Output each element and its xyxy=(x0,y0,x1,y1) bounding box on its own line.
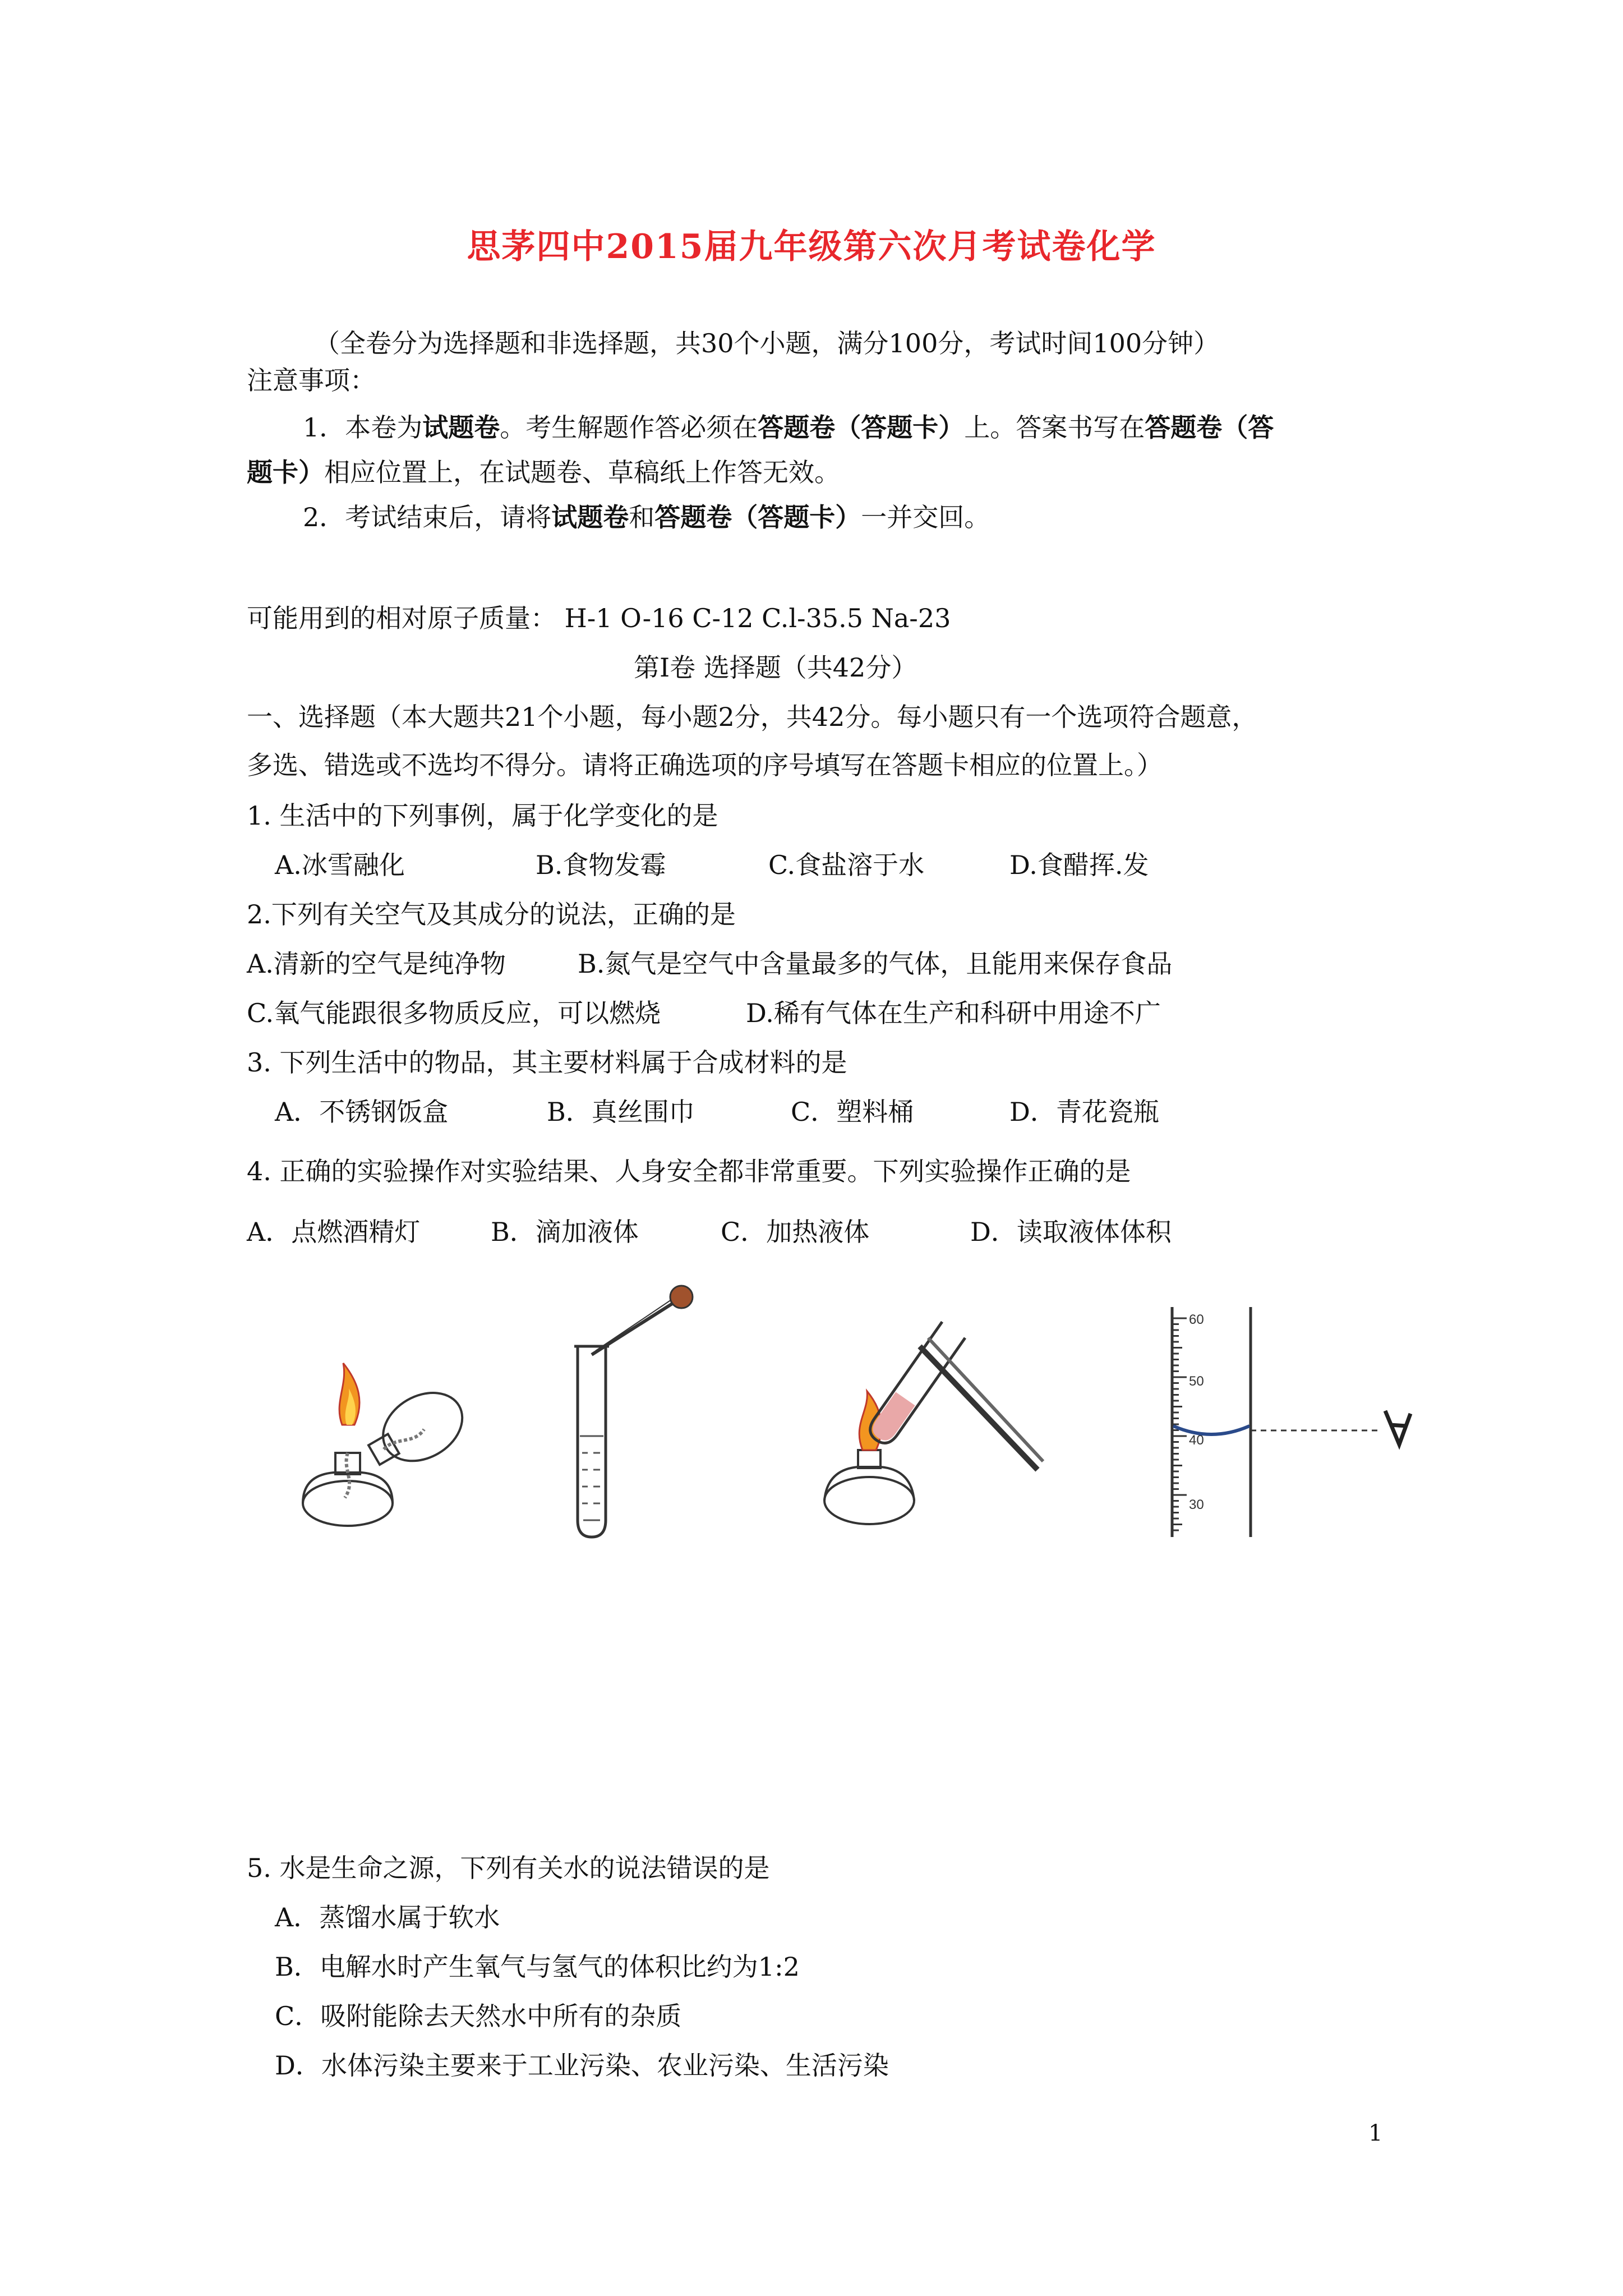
tick-label-40: 40 xyxy=(1189,1433,1204,1448)
note-bold: 题卡） xyxy=(247,457,324,487)
q5-option-d: D．水体污染主要来于工业污染、农业污染、生活污染 xyxy=(275,2050,889,2081)
q2-option-d: D.稀有气体在生产和科研中用途不广 xyxy=(746,998,1161,1028)
q4-option-b: B．滴加液体 xyxy=(491,1217,639,1247)
note-text: 2．考试结束后，请将 xyxy=(303,502,552,532)
note-text: 相应位置上，在试题卷、草稿纸上作答无效。 xyxy=(324,457,840,487)
graduated-cylinder-figure xyxy=(1150,1296,1419,1548)
notes-heading: 注意事项： xyxy=(247,365,376,395)
page-number: 1 xyxy=(1368,2120,1383,2146)
note-1-line-2 xyxy=(247,455,840,489)
q5-option-a: A．蒸馏水属于软水 xyxy=(275,1902,500,1932)
note-text: 1．本卷为 xyxy=(303,412,423,443)
q3-option-c: C．塑料桶 xyxy=(791,1097,914,1127)
q1-option-c: C.食盐溶于水 xyxy=(768,850,925,880)
q4-option-c: C．加热液体 xyxy=(721,1217,870,1247)
note-text: 和 xyxy=(629,502,655,532)
heating-liquid-figure xyxy=(813,1307,1049,1537)
note-bold: 答题卷（答题卡） xyxy=(654,502,861,532)
note-1-line-1 xyxy=(303,411,1274,444)
section-intro-2: 多选、错选或不选均不得分。请将正确选项的序号填写在答题卡相应的位置上。） xyxy=(247,750,1163,780)
note-2 xyxy=(303,500,990,534)
note-bold: 答题卷（答题卡） xyxy=(758,412,965,443)
q3-option-a: A．不锈钢饭盒 xyxy=(275,1097,449,1127)
tick-label-30: 30 xyxy=(1189,1497,1204,1512)
q4-option-d: D．读取液体体积 xyxy=(970,1217,1172,1247)
note-bold: 答题卷（答 xyxy=(1145,412,1274,443)
intro-line: （全卷分为选择题和非选择题，共30个小题，满分100分，考试时间100分钟） xyxy=(314,328,1220,358)
note-bold: 试题卷 xyxy=(551,502,629,532)
q4-option-a: A．点燃酒精灯 xyxy=(247,1217,421,1247)
q5-option-c: C．吸附能除去天然水中所有的杂质 xyxy=(275,2001,682,2031)
section-title: 第Ⅰ卷 选择题（共42分） xyxy=(634,652,917,683)
dropper-test-tube-figure xyxy=(561,1285,729,1543)
q1-option-a: A.冰雪融化 xyxy=(275,850,405,880)
question-3-stem: 3. 下列生活中的物品，其主要材料属于合成材料的是 xyxy=(247,1047,847,1078)
question-5-stem: 5. 水是生命之源，下列有关水的说法错误的是 xyxy=(247,1853,770,1883)
tick-label-50: 50 xyxy=(1189,1374,1204,1389)
note-text: 上。答案书写在 xyxy=(964,412,1145,443)
q2-option-c: C.氧气能跟很多物质反应，可以燃烧 xyxy=(247,998,661,1028)
q2-option-a: A.清新的空气是纯净物 xyxy=(247,949,506,979)
q2-option-b: B.氮气是空气中含量最多的气体，且能用来保存食品 xyxy=(578,949,1173,979)
q3-option-b: B．真丝围巾 xyxy=(547,1097,695,1127)
note-text: 一并交回。 xyxy=(861,502,990,532)
alcohol-lamp-lighting-figure xyxy=(280,1335,482,1537)
q1-option-b: B.食物发霉 xyxy=(536,850,666,880)
section-intro-1: 一、选择题（本大题共21个小题，每小题2分，共42分。每小题只有一个选项符合题意， xyxy=(247,702,1258,732)
question-2-stem: 2.下列有关空气及其成分的说法，正确的是 xyxy=(247,899,736,930)
tick-label-60: 60 xyxy=(1189,1312,1204,1327)
note-text: 。考生解题作答必须在 xyxy=(500,412,758,443)
q3-option-d: D．青花瓷瓶 xyxy=(1009,1097,1159,1127)
q5-option-b: B．电解水时产生氧气与氢气的体积比约为1:2 xyxy=(275,1952,800,1982)
page-title: 思茅四中2015届九年级第六次月考试卷化学 xyxy=(467,227,1156,266)
question-1-stem: 1. 生活中的下列事例，属于化学变化的是 xyxy=(247,800,718,831)
question-4-stem: 4. 正确的实验操作对实验结果、人身安全都非常重要。下列实验操作正确的是 xyxy=(247,1156,1131,1186)
note-bold: 试题卷 xyxy=(422,412,500,443)
atomic-masses: 可能用到的相对原子质量： H-1 O-16 C-12 C.l-35.5 Na-23 xyxy=(247,603,951,633)
q1-option-d: D.食醋挥.发 xyxy=(1009,850,1149,880)
